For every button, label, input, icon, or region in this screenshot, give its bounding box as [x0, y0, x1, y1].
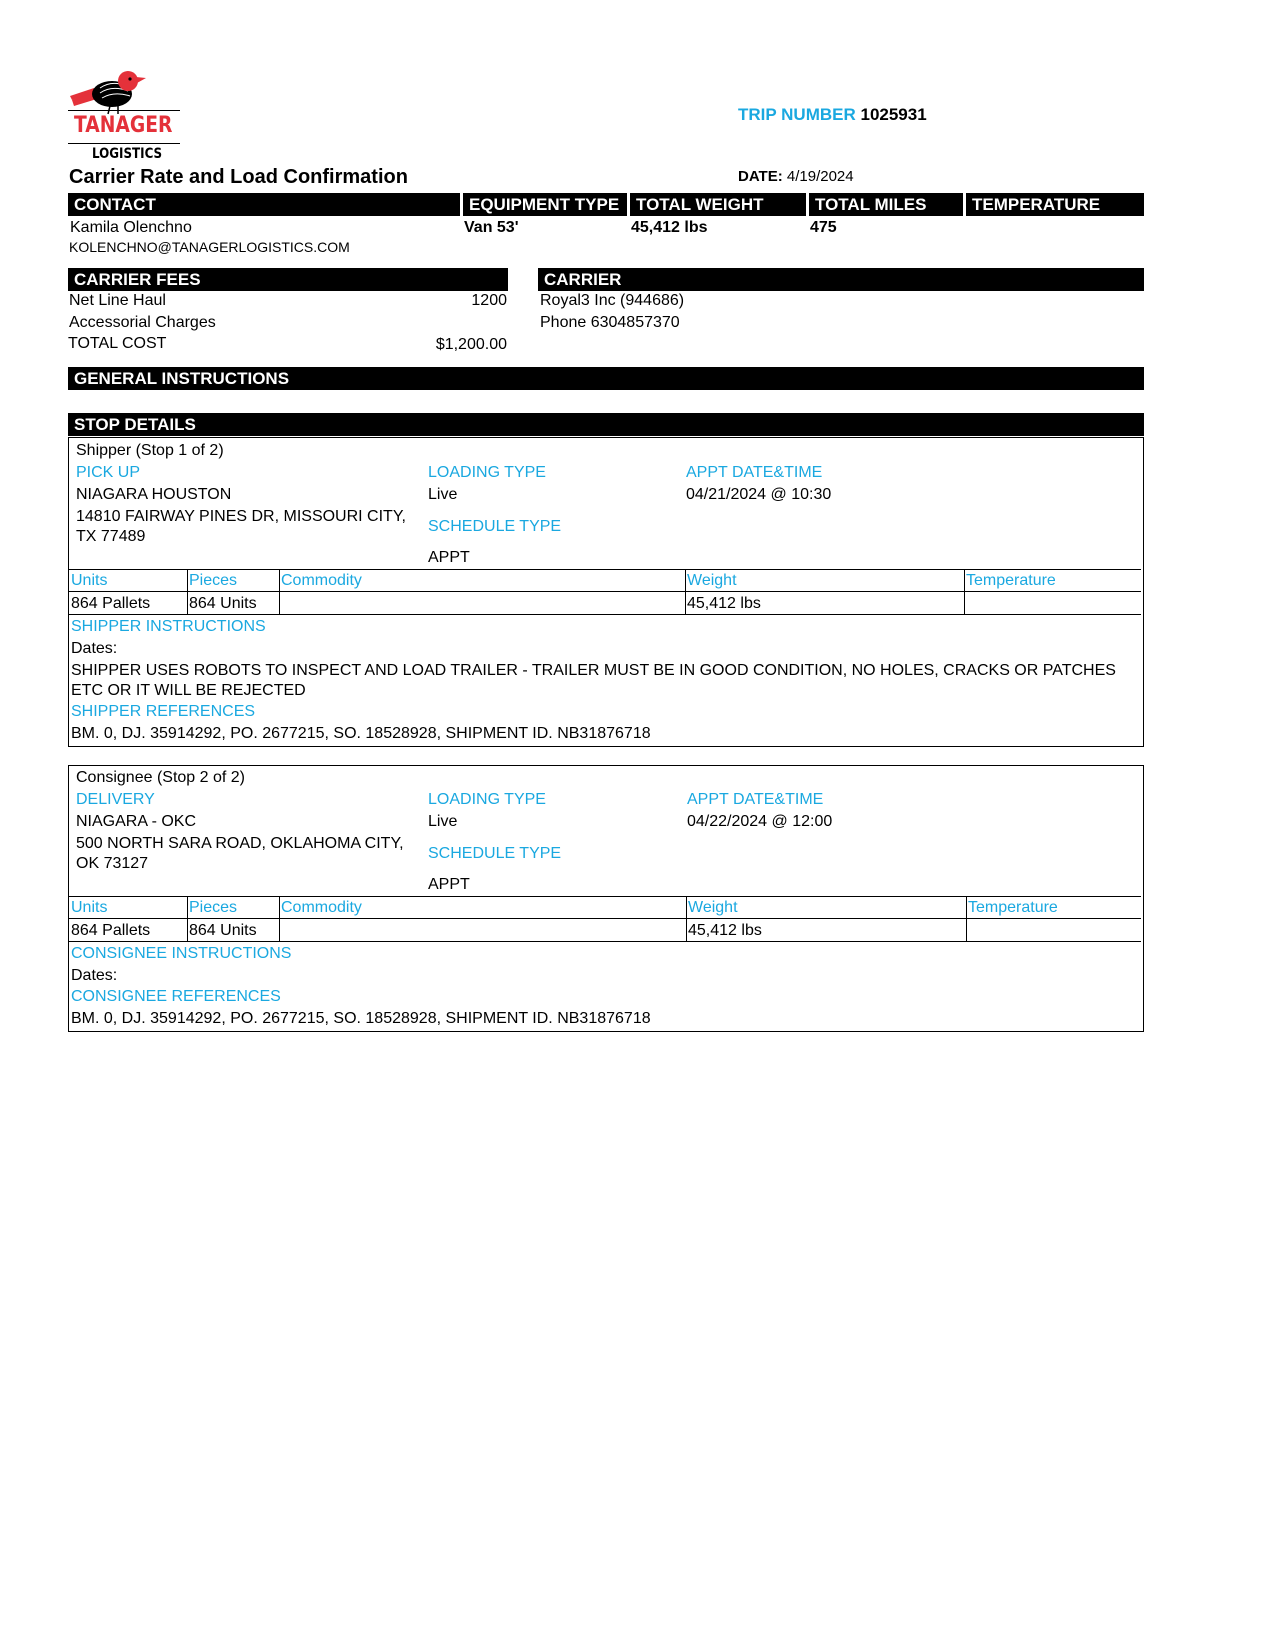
stop-address-line-2: OK 73127 — [76, 855, 149, 872]
table-bottom-rule — [69, 941, 1141, 942]
instructions-text: SHIPPER USES ROBOTS TO INSPECT AND LOAD TRAILER - TRAILER MUST BE IN GOOD CONDITION, NO HOLES, CRACKS OR PATCHES ETC OR IT WILL BE REJECTED — [71, 662, 1116, 699]
table-col-divider — [279, 896, 280, 941]
general-instructions-header: GENERAL INSTRUCTIONS — [68, 367, 1144, 390]
stop-1-box — [68, 437, 1144, 747]
accessorial-label: Accessorial Charges — [69, 314, 216, 331]
table-header-pieces: Pieces — [189, 899, 238, 916]
document-date — [738, 168, 854, 185]
stop-type-label: PICK UP — [76, 464, 141, 481]
table-header-pieces: Pieces — [189, 572, 238, 589]
references-label: SHIPPER REFERENCES — [71, 703, 256, 720]
references-text: BM. 0, DJ. 35914292, PO. 2677215, SO. 18528928, SHIPMENT ID. NB31876718 — [71, 1010, 651, 1027]
date-value: 4/19/2024 — [786, 168, 854, 185]
carrier-fees-header: CARRIER FEES — [68, 268, 508, 291]
instructions-label: SHIPPER INSTRUCTIONS — [71, 618, 266, 635]
table-header-units: Units — [71, 899, 108, 916]
table-header-rule — [69, 591, 1141, 592]
stop-title: Shipper (Stop 1 of 2) — [76, 442, 224, 459]
table-cell-weight: 45,412 lbs — [687, 595, 761, 612]
logo-sub-name: LOGISTICS — [92, 146, 163, 162]
schedule-type-value: APPT — [428, 876, 470, 893]
table-col-divider — [685, 569, 686, 614]
references-text: BM. 0, DJ. 35914292, PO. 2677215, SO. 18528928, SHIPMENT ID. NB31876718 — [71, 725, 651, 742]
logo-brand-name: TANAGER — [74, 113, 173, 138]
schedule-type-label: SCHEDULE TYPE — [428, 845, 562, 862]
schedule-type-label: SCHEDULE TYPE — [428, 518, 562, 535]
contact-email[interactable]: KOLENCHNO@TANAGERLOGISTICS.COM — [69, 239, 350, 255]
total-cost-value: $1,200.00 — [435, 336, 507, 353]
table-cell-units: 864 Pallets — [71, 922, 151, 939]
equipment-value: Van 53' — [464, 219, 519, 236]
instructions-dates: Dates: — [71, 640, 118, 657]
instructions-dates: Dates: — [71, 967, 118, 984]
trip-number — [738, 105, 927, 125]
line-haul-label: Net Line Haul — [69, 292, 166, 309]
table-cell-pieces: 864 Units — [189, 922, 257, 939]
logo-mid-rule — [68, 143, 180, 144]
table-header-temperature: Temperature — [968, 899, 1058, 916]
appt-datetime-value: 04/22/2024 @ 12:00 — [687, 813, 833, 830]
date-label: DATE: — [738, 168, 783, 185]
table-header-weight: Weight — [687, 572, 737, 589]
stop-address-line-2: TX 77489 — [76, 528, 146, 545]
table-col-divider — [187, 569, 188, 614]
table-header-commodity: Commodity — [281, 572, 362, 589]
company-logo — [68, 66, 182, 166]
tanager-bird-icon — [70, 68, 150, 116]
table-cell-units: 864 Pallets — [71, 595, 151, 612]
table-cell-pieces: 864 Units — [189, 595, 257, 612]
loading-type-value: Live — [428, 813, 458, 830]
table-bottom-rule — [69, 614, 1141, 615]
table-top-rule — [69, 569, 1141, 570]
loading-type-value: Live — [428, 486, 458, 503]
total-cost-label: TOTAL COST — [68, 335, 167, 352]
contact-name: Kamila Olenchno — [70, 219, 192, 236]
logo-top-rule — [68, 110, 180, 111]
stop-address-line-1: 500 NORTH SARA ROAD, OKLAHOMA CITY, — [76, 835, 404, 852]
schedule-type-value: APPT — [428, 549, 470, 566]
miles-value: 475 — [810, 219, 837, 236]
trip-number-label: TRIP NUMBER — [738, 105, 856, 124]
stop-details-header: STOP DETAILS — [68, 413, 1144, 436]
table-col-divider — [279, 569, 280, 614]
instructions-label: CONSIGNEE INSTRUCTIONS — [71, 945, 292, 962]
temperature-header: TEMPERATURE — [966, 193, 1144, 216]
line-haul-value: 1200 — [471, 292, 507, 309]
table-header-rule — [69, 918, 1141, 919]
carrier-phone: Phone 6304857370 — [540, 314, 680, 331]
table-cell-weight: 45,412 lbs — [688, 922, 762, 939]
weight-value: 45,412 lbs — [631, 219, 708, 236]
stop-type-label: DELIVERY — [76, 791, 155, 808]
stop-title: Consignee (Stop 2 of 2) — [76, 769, 245, 786]
equipment-header: EQUIPMENT TYPE — [463, 193, 627, 216]
stop-2-box — [68, 765, 1144, 1032]
appt-datetime-label: APPT DATE&TIME — [686, 464, 823, 481]
appt-datetime-label: APPT DATE&TIME — [687, 791, 824, 808]
table-top-rule — [69, 896, 1141, 897]
weight-header: TOTAL WEIGHT — [630, 193, 806, 216]
loading-type-label: LOADING TYPE — [428, 791, 546, 808]
table-header-commodity: Commodity — [281, 899, 362, 916]
table-header-temperature: Temperature — [966, 572, 1056, 589]
appt-datetime-value: 04/21/2024 @ 10:30 — [686, 486, 832, 503]
trip-number-value: 1025931 — [860, 105, 927, 124]
table-col-divider — [686, 896, 687, 941]
miles-header: TOTAL MILES — [809, 193, 963, 216]
references-label: CONSIGNEE REFERENCES — [71, 988, 281, 1005]
stop-facility-name: NIAGARA HOUSTON — [76, 486, 232, 503]
stop-facility-name: NIAGARA - OKC — [76, 813, 197, 830]
table-col-divider — [964, 569, 965, 614]
table-header-units: Units — [71, 572, 108, 589]
stop-address-line-1: 14810 FAIRWAY PINES DR, MISSOURI CITY, — [76, 508, 406, 525]
table-col-divider — [966, 896, 967, 941]
table-header-weight: Weight — [688, 899, 738, 916]
table-col-divider — [187, 896, 188, 941]
contact-header: CONTACT — [68, 193, 460, 216]
loading-type-label: LOADING TYPE — [428, 464, 546, 481]
carrier-name: Royal3 Inc (944686) — [540, 292, 685, 309]
carrier-header: CARRIER — [538, 268, 1144, 291]
page-title: Carrier Rate and Load Confirmation — [69, 166, 408, 188]
